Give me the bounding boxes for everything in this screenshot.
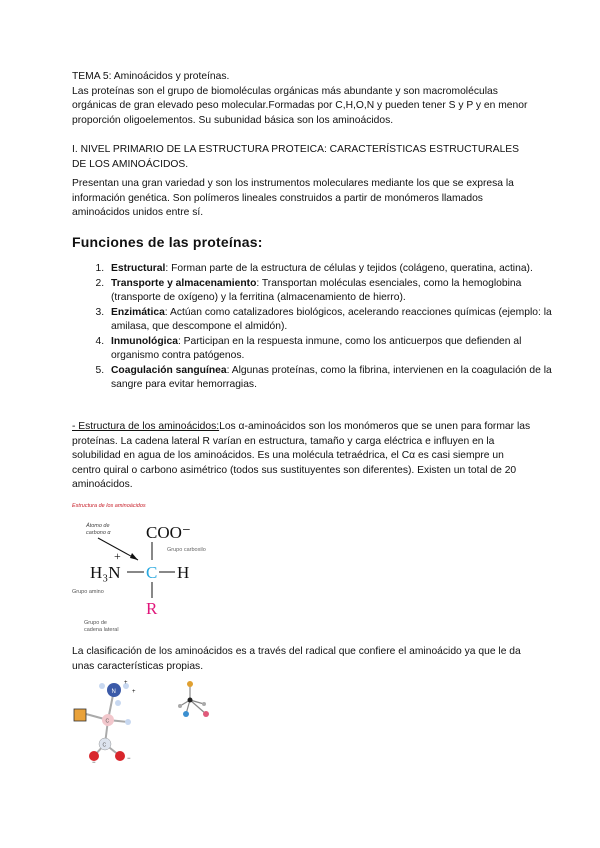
carboxyl-label: Grupo carboxilo	[167, 547, 206, 553]
function-item: 4. Inmunológica: Participan en la respuesta inmune, como los anticuerpos que defienden al organismo contra patógenos.	[107, 335, 567, 364]
doc-title: TEMA 5: Aminoácidos y proteínas.	[72, 71, 230, 82]
function-item: 1. Estructural: Forman parte de la estructura de células y tejidos (colágeno, queratina, actina).	[107, 262, 567, 277]
svg-text:+: +	[132, 689, 136, 695]
functions-list	[72, 262, 567, 393]
amino-label: Grupo amino	[72, 589, 104, 595]
side-chain-label: Grupo de	[84, 620, 107, 626]
arrow-head	[130, 553, 138, 560]
oxygen-atom	[115, 751, 125, 761]
classification-paragraph: La clasificación de los aminoácidos es a través del radical que confiere el aminoácido ya que le da unas características propias.	[72, 646, 521, 672]
svg-text:N: N	[111, 689, 116, 695]
r-group: R	[146, 599, 158, 618]
molecule-3d-model	[72, 676, 147, 764]
svg-text:−: −	[127, 756, 131, 762]
side-chain-label-2: cadena lateral	[84, 627, 119, 633]
amine-plus: +	[114, 549, 121, 563]
alpha-carbon-label-2: carbono α	[86, 530, 111, 536]
alpha-carbon-label: Átomo de	[86, 523, 110, 529]
r-group-box	[74, 709, 86, 721]
structure-link: - Estructura de los aminoácidos:	[72, 421, 220, 432]
molecule-3d-model-small	[170, 676, 220, 724]
svg-text:C: C	[105, 718, 110, 725]
svg-text:C: C	[102, 742, 107, 749]
function-item: 5. Coagulación sanguínea: Algunas proteínas, como la fibrina, intervienen en la coagulación de la sangre para evitar hemorragias.	[107, 364, 567, 393]
intro-paragraph: Las proteínas son el grupo de biomoléculas orgánicas más abundante y son macromoléculas orgánicas de gran elevado peso molecular.Formadas por C,H,O,N y pueden tener S y P y en menor proporción oligoelementos. Su subunidad básica son los aminoácidos.	[72, 85, 528, 126]
section-paragraph: Presentan una gran variedad y son los instrumentos moleculares mediante los que se expresa la información genética. Son polímeros lineales construidos a partir de monómeros llamados aminoácidos unidos entre sí.	[72, 178, 514, 218]
hydrogen: H	[177, 563, 190, 582]
amino-acid-structure-figure	[72, 498, 242, 638]
coo-group: COO⁻	[146, 523, 191, 542]
alpha-carbon: C	[146, 563, 158, 582]
svg-text:+: +	[124, 680, 128, 686]
section-heading: I. NIVEL PRIMARIO DE LA ESTRUCTURA PROTEICA: CARACTERÍSTICAS ESTRUCTURALES DE LOS AMINOÁCIDOS.	[72, 144, 520, 170]
figure-title: Estructura de los aminoácidos	[72, 503, 146, 509]
functions-heading: Funciones de las proteínas:	[72, 234, 263, 250]
svg-text:−: −	[92, 760, 96, 764]
function-item: 2. Transporte y almacenamiento: Transportan moléculas esenciales, como la hemoglobina (transporte de oxígeno) y la ferritina (almacenamiento de hierro).	[107, 277, 567, 306]
function-item: 3. Enzimática: Actúan como catalizadores biológicos, acelerando reacciones químicas (ejemplo: la amilasa, que descompone el almidón).	[107, 306, 567, 335]
structure-paragraph: - Estructura de los aminoácidos:Los α-aminoácidos son los monómeros que se unen para formar las proteínas. La cadena lateral R varían en estructura, tamaño y carga eléctrica e influyen en la solubilidad en agua de los aminoácidos. Es una molécula tetraédrica, el Cα es casi siempre un centro quiral o carbono asimétrico (todos sus sustituyentes son diferentes). Existen un total de 20 aminoácidos.	[72, 421, 531, 490]
amine-group: H₃N	[90, 563, 121, 582]
